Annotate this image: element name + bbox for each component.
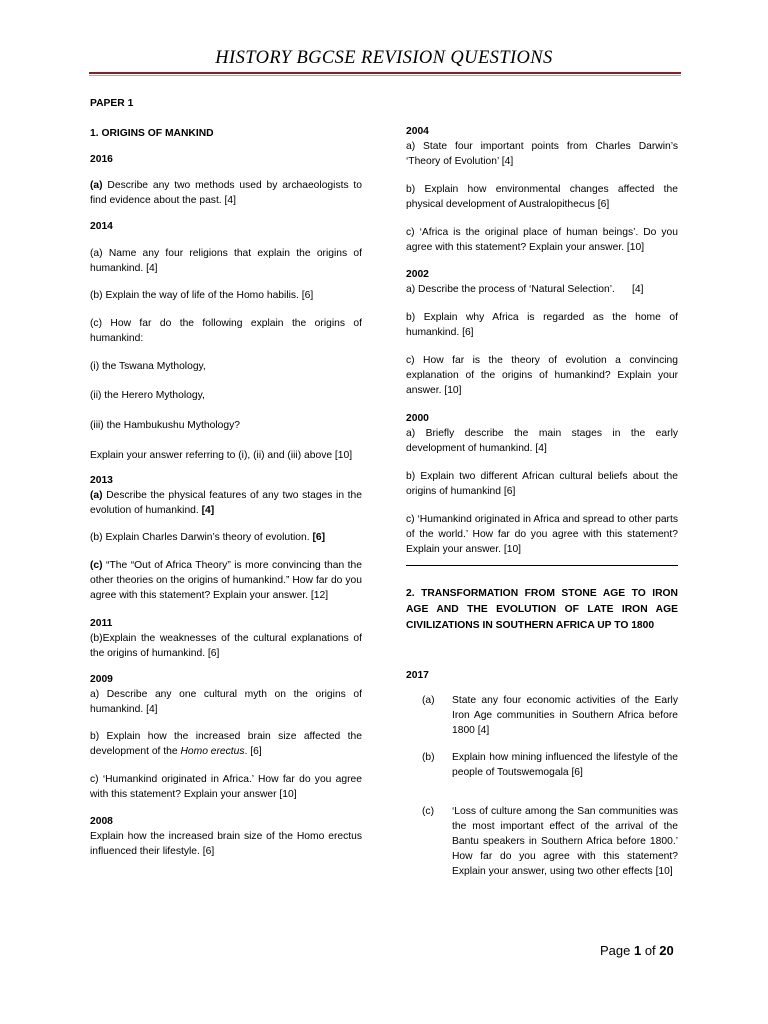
year-2009: 2009 — [90, 674, 113, 685]
question-2014-c-iii: (iii) the Hambukushu Mythology? — [90, 420, 240, 431]
question-2008: Explain how the increased brain size of the Homo erectus influenced their lifestyle. [6] — [90, 831, 362, 857]
question-2014-a: (a) Name any four religions that explain the origins of humankind. [4] — [90, 248, 362, 274]
question-2011-b: (b)Explain the weaknesses of the cultural explanations of the origins of humankind. [6] — [90, 633, 362, 659]
question-2017-item — [406, 804, 678, 879]
left-column — [90, 96, 362, 859]
question-letter: (c) — [422, 806, 435, 817]
year-2008: 2008 — [90, 816, 113, 827]
question-2002-b: b) Explain why Africa is regarded as the home of humankind. [6] — [406, 312, 678, 338]
question-2014-c-i: (i) the Tswana Mythology, — [90, 361, 206, 372]
question-2014-b: (b) Explain the way of life of the Homo habilis. [6] — [90, 290, 314, 301]
question-2004-c: c) ‘Africa is the original place of human beings’. Do you agree with this statement? Explain your answer. [10] — [406, 227, 678, 253]
year-2013: 2013 — [90, 475, 113, 486]
question-2013-b: (b) Explain Charles Darwin’s theory of evolution. [6] — [90, 532, 326, 543]
question-list-2017 — [406, 693, 678, 879]
question-2000-b: b) Explain two different African cultural beliefs about the origins of humankind [6] — [406, 471, 678, 497]
year-2014: 2014 — [90, 221, 113, 232]
question-2009-a: a) Describe any one cultural myth on the origins of humankind. [4] — [90, 689, 362, 715]
question-text: Explain how mining influenced the lifestyle of the people of Toutswemogala [6] — [452, 752, 678, 778]
question-text: ‘Loss of culture among the San communities was the most important effect of the arrival of the Bantu speakers in Southern Africa before 1800.’ How far do you agree with this statement? Explain your answer, using two other effects [10] — [452, 806, 678, 877]
year-2011: 2011 — [90, 618, 113, 629]
page-number: Page 1 of 20 — [600, 943, 674, 958]
question-2002-a: a) Describe the process of ‘Natural Selection’. [4] — [406, 284, 644, 295]
year-2000: 2000 — [406, 413, 429, 424]
question-2014-c: (c) How far do the following explain the origins of humankind: — [90, 318, 362, 344]
header-rule — [89, 72, 681, 74]
question-2009-c: c) ‘Humankind originated in Africa.’ How far do you agree with this statement? Explain your answer [10] — [90, 774, 362, 800]
question-2017-item — [406, 750, 678, 780]
question-2000-c: c) ‘Humankind originated in Africa and spread to other parts of the world.’ How far do you agree with this statement? Explain your answer. [10] — [406, 514, 678, 555]
question-2014-c-ii: (ii) the Herero Mythology, — [90, 390, 205, 401]
question-text: State any four economic activities of the Early Iron Age communities in Southern Africa before 1800 [4] — [452, 695, 678, 736]
question-2009-b: b) Explain how the increased brain size affected the development of the Homo erectus. [6] — [90, 731, 362, 757]
question-2000-a: a) Briefly describe the main stages in the early development of humankind. [4] — [406, 428, 678, 454]
year-2017: 2017 — [406, 670, 429, 681]
question-2014-explain: Explain your answer referring to (i), (ii) and (iii) above [10] — [90, 450, 353, 461]
right-column — [406, 124, 678, 879]
section-heading-transformation: 2. TRANSFORMATION FROM STONE AGE TO IRON AGE AND THE EVOLUTION OF LATE IRON AGE CIVILIZATIONS IN SOUTHERN AFRICA UP TO 1800 — [406, 588, 678, 631]
paper-heading: PAPER 1 — [90, 98, 134, 109]
section-divider — [406, 565, 678, 566]
question-2016-a: (a) Describe any two methods used by archaeologists to find evidence about the past. [4] — [90, 180, 362, 206]
question-letter: (a) — [422, 695, 435, 706]
year-2004: 2004 — [406, 126, 429, 137]
question-2013-c: (c) “The “Out of Africa Theory” is more convincing than the other theories on the origins of humankind.” How far do you agree with this statement? Explain your answer. [12] — [90, 560, 362, 601]
section-heading-origins: 1. ORIGINS OF MANKIND — [90, 128, 214, 139]
question-letter: (b) — [422, 752, 435, 763]
question-2017-item — [406, 693, 678, 738]
header-rule-thin — [89, 75, 681, 76]
question-2013-a: (a) Describe the physical features of any two stages in the evolution of humankind. [4] — [90, 490, 362, 516]
question-2004-b: b) Explain how environmental changes affected the physical development of Australopithecus [6] — [406, 184, 678, 210]
year-2002: 2002 — [406, 269, 429, 280]
question-2004-a: a) State four important points from Charles Darwin’s ‘Theory of Evolution’ [4] — [406, 141, 678, 167]
year-2016: 2016 — [90, 154, 113, 165]
question-2002-c: c) How far is the theory of evolution a convincing explanation of the origins of humankind? Explain your answer. [10] — [406, 355, 678, 396]
document-title: HISTORY BGCSE REVISION QUESTIONS — [215, 48, 553, 68]
